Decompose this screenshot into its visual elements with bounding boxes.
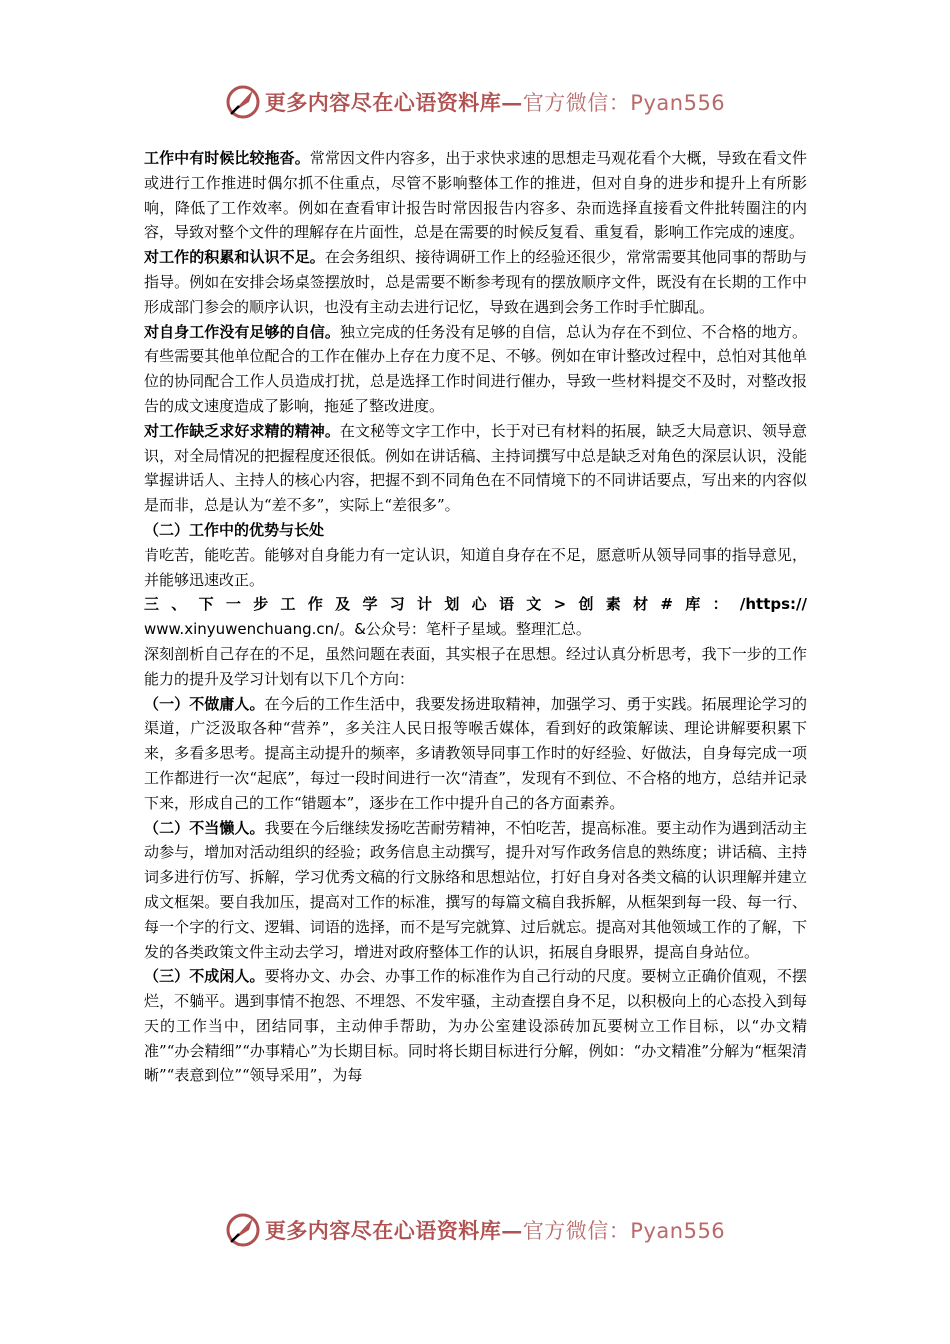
footer-watermark-banner: [0, 1210, 950, 1250]
paragraph-lead: 对工作缺乏求好求精的精神。: [144, 421, 340, 440]
quill-logo-icon: [225, 1212, 261, 1248]
paragraph-body: 在文秘等文字工作中，长于对已有材料的拓展，缺乏大局意识、领导意识，对全局情况的把握程度还很低。例如在讲话稿、主持词撰写中总是缺乏对角色的深层认识，没能掌握讲话人、主持人的核心内容，把握不到不同角色在不同情境下的不同讲话要点，写出来的内容似是而非，总是认为“差不多”，实际上“差很多”。: [144, 421, 807, 515]
document-body: [144, 146, 807, 1088]
footer-banner-suffix: 官方微信：Pyan556: [522, 1219, 726, 1243]
paragraph: [144, 543, 807, 593]
paragraph-body: 要将办文、办会、办事工作的标准作为自己行动的尺度。要树立正确价值观，不摆烂，不躺平。遇到事情不抱怨、不埋怨、不发牢骚，主动查摆自身不足，以积极向上的心态投入到每天的工作当中，团结同事，主动伸手帮助，为办公室建设添砖加瓦要树立工作目标，以“办文精准”“办会精细”“办事精心”为长期目标。同时将长期目标进行分解，例如：“办文精准”分解为“框架清晰”“表意到位”“领导采用”，为每: [144, 967, 807, 1085]
paragraph: [144, 692, 807, 816]
footer-banner-text: 更多内容尽在心语资料库—官方微信：Pyan556: [264, 1218, 726, 1243]
paragraph-lead: 工作中有时候比较拖沓。: [144, 149, 310, 167]
paragraph: [144, 816, 807, 965]
paragraph: [144, 419, 807, 518]
quill-logo-icon: [225, 84, 261, 120]
header-banner-suffix: 官方微信：Pyan556: [522, 91, 726, 115]
paragraph-body: 肯吃苦，能吃苦。能够对自身能力有一定认识，知道自身存在不足，愿意听从领导同事的指导意见，并能够迅速改正。: [144, 545, 807, 589]
section-three-heading-line2: www.xinyuwenchuang.cn/。&公众号：笔杆子星域。整理汇总。: [144, 620, 591, 639]
paragraph-lead: 对自身工作没有足够的自信。: [144, 322, 340, 341]
paragraph: [144, 146, 807, 245]
paragraph-body: 常常因文件内容多，出于求快求速的思想走马观花看个大概，导致在看文件或进行工作推进时偶尔抓不住重点，尽管不影响整体工作的推进，但对自身的进步和提升上有所影响，降低了工作效率。例如在查看审计报告时常因报告内容多、杂而选择直接看文件批转圈注的内容，导致对整个文件的理解存在片面性，总是在需要的时候反复看、重复看，影响工作完成的速度。: [144, 149, 807, 242]
subsection-heading-text: （二）工作中的优势与长处: [144, 520, 325, 539]
paragraph-lead: （三）不成闲人。: [144, 967, 265, 986]
paragraph: [144, 964, 807, 1088]
paragraph-body: 独立完成的任务没有足够的自信，总认为存在不到位、不合格的地方。有些需要其他单位配合的工作在催办上存在力度不足、不够。例如在审计整改过程中，总怕对其他单位的协同配合工作人员造成打扰，总是选择工作时间进行催办，导致一些材料提交不及时，对整改报告的成文速度造成了影响，拖延了整改进度。: [144, 322, 807, 415]
paragraph-body: 在今后的工作生活中，我要发扬进取精神，加强学习、勇于实践。拓展理论学习的渠道，广泛汲取各种“营养”，多关注人民日报等喉舌媒体，看到好的政策解读、理论讲解要积累下来，多看多思考。提高主动提升的频率，多请教领导同事工作时的好经验、好做法，自身每完成一项工作都进行一次“起底”，每过一段时间进行一次“清查”，发现有不到位、不合格的地方，总结并记录下来，形成自己的工作“错题本”，逐步在工作中提升自己的各方面素养。: [144, 694, 807, 812]
section-three-heading: 三、下一步工作及学习计划心语文>创素材#库：/https://: [144, 595, 807, 614]
header-watermark-banner: [0, 82, 950, 122]
paragraph: [144, 642, 807, 692]
paragraph-lead: （一）不做庸人。: [144, 694, 265, 713]
paragraph-lead: （二）不当懒人。: [144, 818, 265, 837]
subsection-heading: [144, 518, 807, 543]
paragraph-lead: 对工作的积累和认识不足。: [144, 248, 325, 267]
paragraph: [144, 245, 807, 319]
paragraph-body: 深刻剖析自己存在的不足，虽然问题在表面，其实根子在思想。经过认真分析思考，我下一步的工作能力的提升及学习计划有以下几个方向：: [144, 644, 807, 688]
paragraph: [144, 320, 807, 419]
paragraph-body: 在会务组织、接待调研工作上的经验还很少，常常需要其他同事的帮助与指导。例如在安排会场桌签摆放时，总是需要不断参考现有的摆放顺序文件，既没有在长期的工作中形成部门参会的顺序认识，也没有主动去进行记忆，导致在遇到会务工作时手忙脚乱。: [144, 248, 807, 316]
header-banner-text: 更多内容尽在心语资料库—官方微信：Pyan556: [264, 90, 726, 115]
paragraph-body: 我要在今后继续发扬吃苦耐劳精神，不怕吃苦，提高标准。要主动作为遇到活动主动参与，增加对活动组织的经验；政务信息主动撰写，提升对写作政务信息的熟练度；讲话稿、主持词多进行仿写、拆解，学习优秀文稿的行文脉络和思想站位，打好自身对各类文稿的认识理解并建立成文框架。要自我加压，提高对工作的标准，撰写的每篇文稿自我拆解，从框架到每一段、每一行、每一个字的行文、逻辑、词语的选择，而不是写完就算、过后就忘。提高对其他领域工作的了解，下发的各类政策文件主动去学习，增进对政府整体工作的认识，拓展自身眼界，提高自身站位。: [144, 818, 807, 961]
